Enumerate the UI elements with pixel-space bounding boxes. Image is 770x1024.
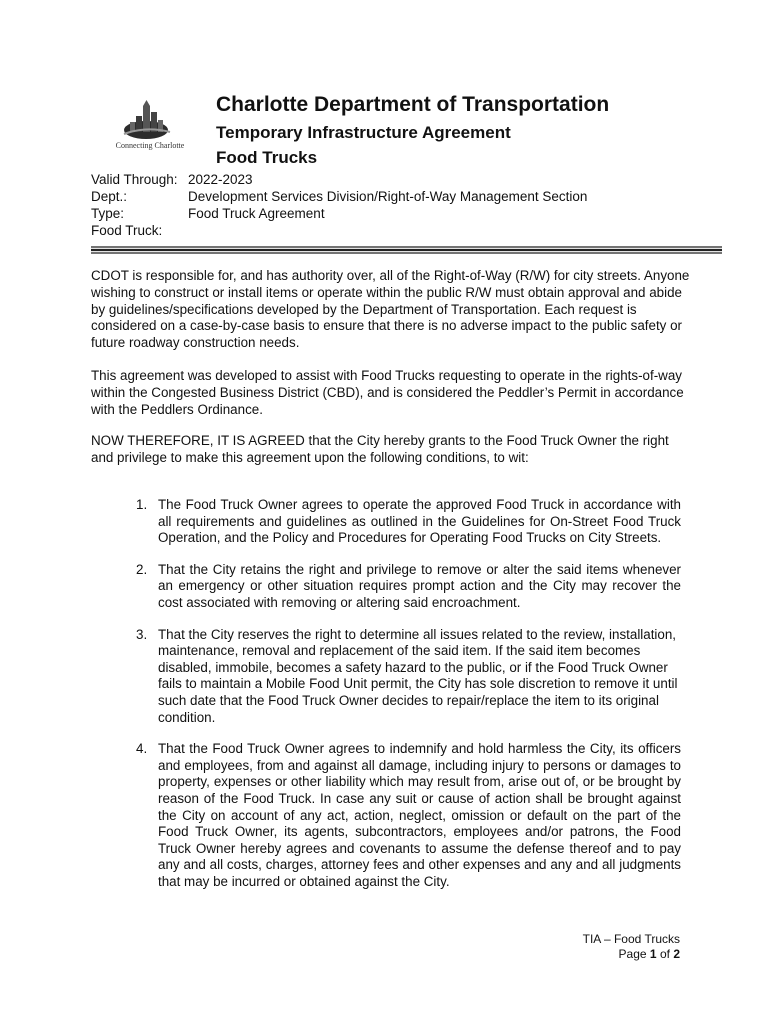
meta-row-type [91, 205, 587, 222]
meta-value: Development Services Division/Right-of-Way Management Section [188, 189, 588, 204]
page-word: Page [618, 947, 647, 961]
page-indicator [583, 947, 680, 962]
condition-item [91, 562, 681, 612]
condition-item [91, 627, 681, 727]
logo-caption: Connecting Charlotte [115, 141, 185, 150]
meta-row-food-truck [91, 222, 587, 239]
agreement-subtitle: Food Trucks [216, 148, 318, 167]
condition-text: That the City reserves the right to determine all issues related to the review, installation, maintenance, removal and replacement of the said item. If the said item becomes disabled, immobile, becomes a safety hazard to the public, or if the Food Truck Owner fails to maintain a Mobile Food Unit permit, the City has sole discretion to remove it until such date that the Food Truck Owner decides to repair/replace the item to its original condition. [158, 626, 678, 725]
condition-item [91, 497, 681, 547]
condition-number: 4. [136, 741, 148, 757]
meta-row-dept [91, 188, 587, 205]
meta-value: 2022-2023 [188, 172, 253, 187]
meta-label: Dept.: [91, 189, 128, 204]
conditions-list [91, 497, 681, 905]
header-divider [91, 245, 722, 255]
meta-label: Valid Through: [91, 172, 178, 187]
agreement-paragraph: NOW THEREFORE, IT IS AGREED that the City hereby grants to the Food Truck Owner the right and privilege to make this agreement upon the following conditions, to wit: [91, 433, 669, 465]
page-number: 1 [649, 947, 657, 961]
condition-number: 3. [136, 626, 148, 642]
meta-value: Food Truck Agreement [188, 206, 325, 221]
purpose-paragraph: This agreement was developed to assist with Food Trucks requesting to operate in the rights-of-way within the Congested Business District (CBD), and is considered the Peddler’s Permit in accordance with the Peddlers Ordinance. [91, 368, 684, 417]
agreement-title: Temporary Infrastructure Agreement [216, 123, 511, 142]
page-title: Charlotte Department of Transportation [216, 93, 610, 116]
footer-doc-name: TIA – Food Trucks [582, 932, 680, 946]
meta-label: Type: [91, 206, 125, 221]
condition-item [91, 741, 681, 890]
meta-row-valid [91, 171, 587, 188]
condition-text: That the Food Truck Owner agrees to indemnify and hold harmless the City, its officers and employees, from and against all damage, including injury to persons or damages to property, expenses or other liability which may result from, arise out of, or be brought by reason of the Food Truck. In case any suit or cause of action shall be brought against the City on account of any act, action, neglect, omission or default on the part of the Food Truck Owner, its agents, subcontractors, employees and/or patrons, the Food Truck Owner hereby agrees and covenants to assume the defense thereof and to pay any and all costs, charges, attorney fees and other expenses and any and all judgments that may be incurred or obtained against the City. [158, 741, 681, 889]
meta-label: Food Truck: [91, 223, 163, 238]
of-word: of [659, 947, 670, 961]
page-total: 2 [673, 947, 680, 961]
meta-block [91, 171, 587, 239]
skyline-graphic [124, 100, 170, 139]
condition-text: That the City retains the right and privilege to remove or alter the said items whenever an emergency or other situation requires prompt action and the City may recover the cost associated with removing or altering said encroachment. [158, 561, 681, 610]
page-footer [583, 932, 680, 962]
condition-text: The Food Truck Owner agrees to operate the approved Food Truck in accordance with all requirements and guidelines as outlined in the Guidelines for On-Street Food Truck Operation, and the Policy and Procedures for Operating Food Trucks on City Streets. [158, 497, 681, 546]
condition-number: 1. [136, 497, 148, 512]
condition-number: 2. [136, 561, 148, 577]
intro-paragraph: CDOT is responsible for, and has authority over, all of the Right-of-Way (R/W) for city streets. Anyone wishing to construct or install items or operate within the public R/W must obtain approval and abide by guidelines/specifications developed by the Department of Transportation. Each request is considered on a case-by-case basis to ensure that there is no adverse impact to the public safety or future roadway construction needs. [91, 268, 690, 351]
